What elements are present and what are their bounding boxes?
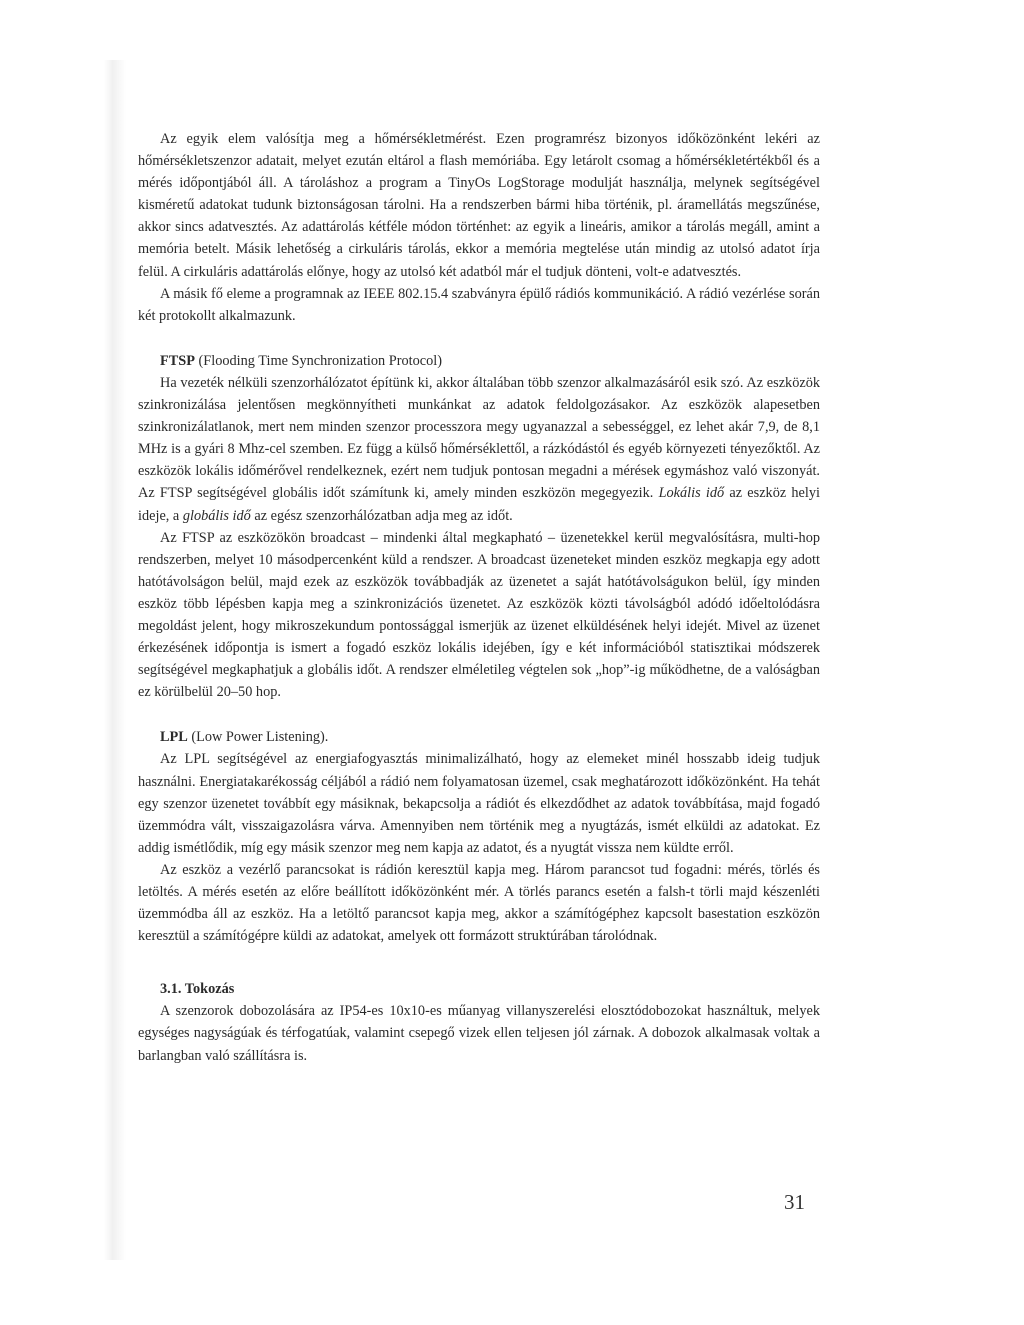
scan-edge-shadow — [104, 60, 126, 1260]
page-number: 31 — [784, 1190, 805, 1214]
ftsp-term: FTSP — [160, 352, 195, 369]
paragraph-temperature-measurement: Az egyik elem valósítja meg a hőmérsékletmérést. Ezen programrész bizonyos időközönként lekéri az hőmérsékletszenzor adatait, melyet ezután eltárol a flash memóriába. Egy letárolt csomag a hőmérsékletértékből és a mérés időpontjából áll. A tároláshoz a program a TinyOs LogStorage modulját használja, melynek segítségével kisméretű adatokat tudunk biztonságosan tárolni. Ha a rendszerben bármi hiba történik, pl. áramellátás megszűnése, akkor sincs adatvesztés. Az adattárolás kétféle módon történhet: az egyik a lineáris, amikor a tárolás megáll, amint a memória betelt. Másik lehetőség a cirkuláris tárolás, ekkor a memória megtelése után mindig az utolsó adatot írja felül. A cirkuláris adattárolás előnye, hogy az utolsó két adatból már el tudjuk dönteni, volt-e adatvesztés. — [138, 131, 820, 280]
lpl-heading — [138, 726, 820, 748]
ftsp-heading-rest: (Flooding Time Synchronization Protocol) — [194, 352, 442, 369]
spacer — [138, 703, 820, 726]
paragraph-control-commands: Az eszköz a vezérlő parancsokat is rádión keresztül kapja meg. Három parancsot tud fogadni: mérés, törlés és letöltés. A mérés esetén az előre beállított időközönként mér. A törlés parancs esetén a falsh-t törli majd készenléti üzemmódba áll az eszköz. Ha a letöltő parancsot kapja meg, akkor a számítógéphez kapcsolt basestation eszközön keresztül a számítógépre küldi az adatokat, amelyek ott formázott struktúrában tárolódnak. — [138, 861, 820, 945]
spacer — [138, 947, 820, 970]
ftsp-intro-text-c: az egész szenzorhálózatban adja meg az időt. — [250, 507, 513, 524]
spacer — [138, 970, 820, 978]
paragraph-lpl-energy: Az LPL segítségével az energiafogyasztás minimalizálható, hogy az elemeket minél hosszabb ideig tudjuk használni. Energiatakarékosság céljából a rádió nem folyamatosan üzemel, csak meghatározott időközönként. Ha tehát egy szenzor üzenetet továbbít egy másiknak, bekapcsolja a rádiót és elkezdődhet az adatok továbbítása, majd fogadó üzemmódra vált, visszaigazolásra várva. Amennyiben nem történik meg a nyugtázás, ismét elküldi az adatokat. Ez addig ismétlődik, míg egy másik szenzor meg nem kapja az adatot, és a nyugtát vissza nem küldte erről. — [138, 751, 820, 856]
local-time-term: Lokális idő — [658, 485, 725, 502]
global-time-term: globális idő — [182, 507, 251, 524]
ftsp-intro-text-a: Ha vezeték nélküli szenzorhálózatot építünk ki, akkor általában több szenzor alkalmazásáról esik szó. Az eszközök szinkronizálása jelentősen megkönnyítheti munkánkat az adatok feldolgozásakor. Az eszközök alapesetben szinkronizálatlanok, mert nem minden szenzor processzora megy ugyanazzal a sebességgel, ez lehet akár 7,9, de 8,1 MHz is a gyári 8 Mhz-cel szemben. Ez függ a külső hőmérséklettől, a rázkódástól és egyéb környezeti tényezőktől. Az eszközök lokális időmérővel rendelkeznek, ezért nem tudjuk pontosan megadni a mérések egymáshoz való viszonyát. Az FTSP segítségével globális időt számítunk ki, amely minden eszközön megegyezik. — [138, 374, 820, 502]
paragraph-radio-communication: A másik fő eleme a programnak az IEEE 802.15.4 szabványra épülő rádiós kommunikáció. A rádió vezérlése során két protokollt alkalmazunk. — [138, 285, 820, 324]
paragraph-ftsp-broadcast: Az FTSP az eszközökön broadcast – mindenki által megkapható – üzenetekkel kerül megvalósításra, multi-hop rendszerben, melyet 10 másodpercenként küld a rendszer. A broadcast üzeneteket minden eszköz megkapja egy adott hatótávolságon belül, majd ezek az eszközök továbbadják az üzenetet a saját hatótávolságukon belül, így minden eszköz több lépésben kapja meg a szinkronizációs üzenetet. Az eszközök közti távolságból adódó időeltolódásra megoldást jelent, hogy mikroszekundum pontossággal ismerjük az üzenet elküldésének helyi idejét. Mivel az üzenet érkezésének időpontja is ismert a fogadó eszköz lokális idejében, így e két információból statisztikai módszerek segítségével megkaphatjuk a globális időt. A rendszer elméletileg végtelen sok „hop”-ig működhetne, de a valóságban ez körülbelül 20–50 hop. — [138, 529, 820, 701]
lpl-heading-rest: (Low Power Listening). — [187, 729, 329, 746]
section-title-enclosure: 3.1. Tokozás — [160, 981, 235, 998]
ftsp-intro-text-b: az eszköz helyi ideje, a — [138, 485, 820, 524]
paragraph-enclosure: A szenzorok dobozolására az IP54-es 10x10-es műanyag villanyszerelési elosztódobozokat használtuk, melyek egységes nagyságúak és térfogatúak, valamint csepegő vizek ellen teljesen jól zárnak. A dobozok alkalmasak voltak a barlangban való szállításra is. — [138, 1003, 820, 1064]
ftsp-heading — [138, 350, 820, 372]
paragraph-ftsp-intro — [138, 372, 820, 527]
lpl-term: LPL — [160, 729, 188, 746]
spacer — [138, 327, 820, 350]
page-body — [138, 128, 820, 1067]
